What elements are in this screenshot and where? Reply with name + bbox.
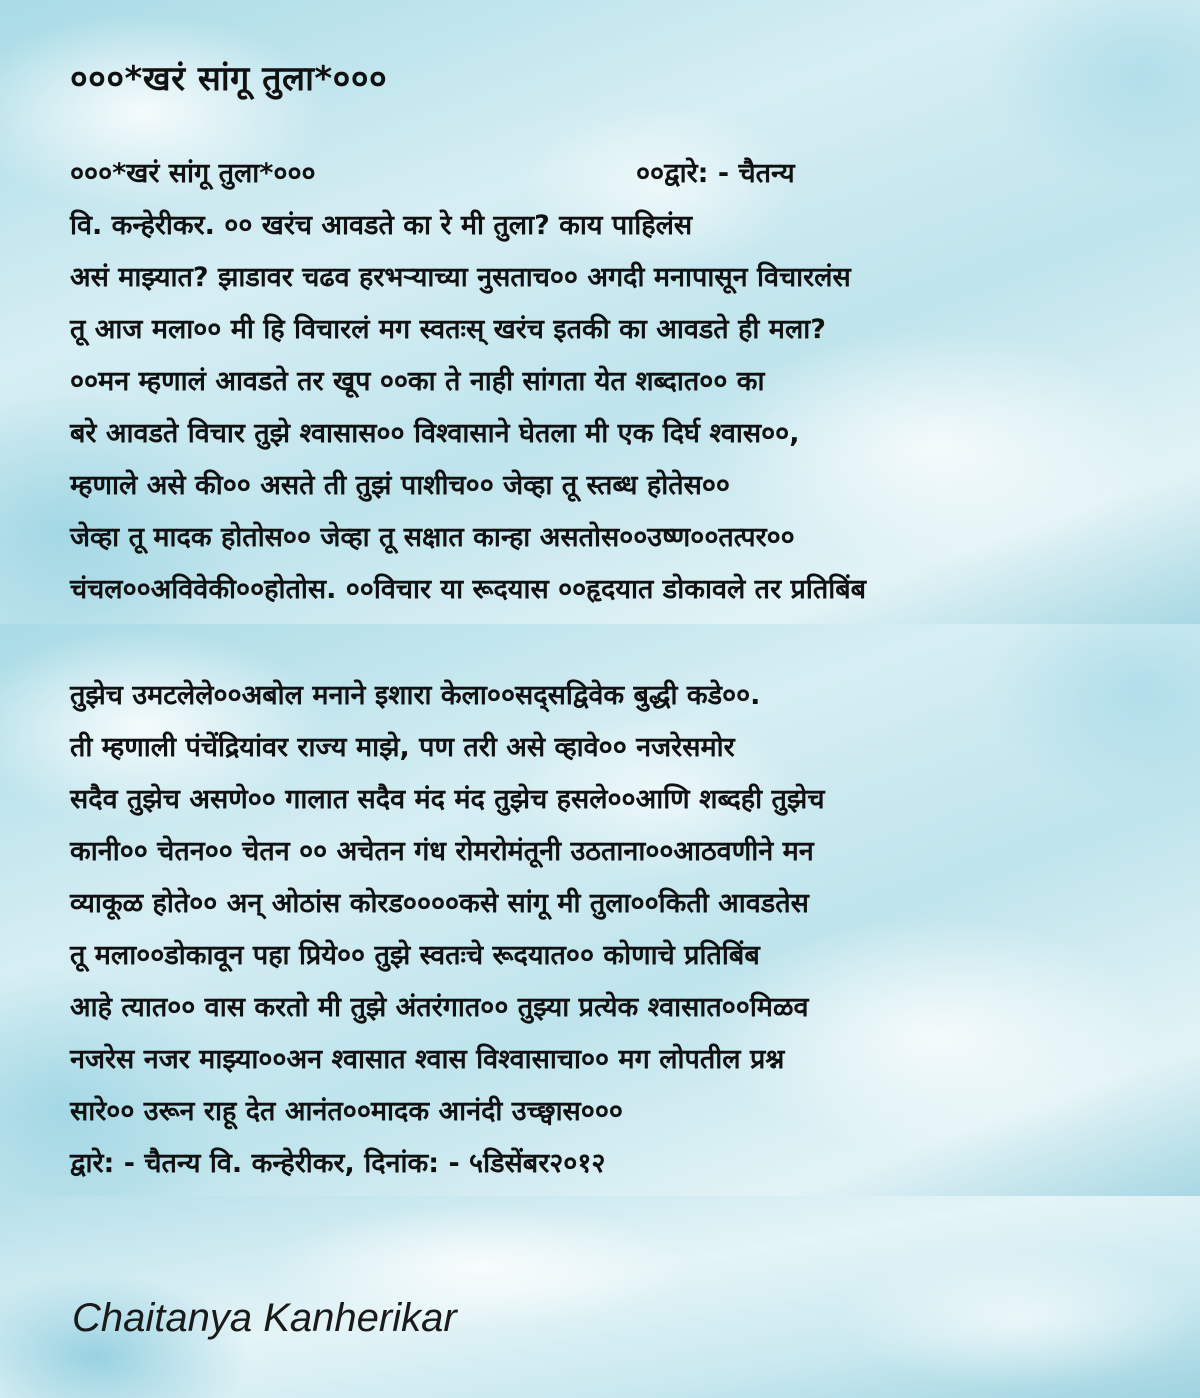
poem-line: ती म्हणाली पंचेंद्रियांवर राज्य माझे, पण तरी असे व्हावे०० नजरेसमोर xyxy=(70,732,735,763)
poem-line: बरे आवडते विचार तुझे श्वासास०० विश्वासाने घेतला मी एक दिर्घ श्वास००, xyxy=(70,418,800,449)
poem-line: चंचल००अविवेकी००होतोस. ००विचार या रूदयास ००हृदयात डोकावले तर प्रतिबिंब xyxy=(70,574,867,605)
poem-line: तू आज मला०० मी हि विचारलं मग स्वतःस् खरंच इतकी का आवडते ही मला? xyxy=(70,314,826,345)
poem-line: ००मन म्हणालं आवडते तर खूप ००का ते नाही सांगता येत शब्दात०० का xyxy=(70,366,765,397)
poem-line: असं माझ्यात? झाडावर चढव हरभऱ्याच्या नुसताच०० अगदी मनापासून विचारलंस xyxy=(70,262,851,293)
poem-line: म्हणाले असे की०० असते ती तुझं पाशीच०० जेव्हा तू स्तब्ध होतेस०० xyxy=(70,470,730,501)
poem-line: नजरेस नजर माझ्या००अन श्वासात श्वास विश्वासाचा०० मग लोपतील प्रश्न xyxy=(70,1044,785,1075)
poem-line: सदैव तुझेच असणे०० गालात सदैव मंद मंद तुझेच हसले००आणि शब्दही तुझेच xyxy=(70,784,825,815)
poem-header-left: ०००*खरं सांगू तुला*००० xyxy=(70,158,316,189)
poem-line: तू मला००डोकावून पहा प्रिये०० तुझे स्वतःचे रूदयात०० कोणाचे प्रतिबिंब xyxy=(70,940,760,971)
poem-line: व्याकूळ होते०० अन् ओठांस कोरड००००कसे सांगू मी तुला००किती आवडतेस xyxy=(70,888,809,919)
author-signature: Chaitanya Kanherikar xyxy=(72,1296,457,1340)
poem-line: कानी०० चेतन०० चेतन ०० अचेतन गंध रोमरोमंतूनी उठताना००आठवणीने मन xyxy=(70,836,814,867)
poem-line: सारे०० उरून राहू देत आनंत००मादक आनंदी उच्छ्वास००० xyxy=(70,1096,623,1127)
poem-panel-top xyxy=(0,0,1200,624)
poem-panel-middle xyxy=(0,624,1200,1196)
poem-line: आहे त्यात०० वास करतो मी तुझे अंतरंगात०० तुझ्या प्रत्येक श्वासात००मिळव xyxy=(70,992,809,1023)
signature-panel xyxy=(0,1196,1200,1398)
poem-line: जेव्हा तू मादक होतोस०० जेव्हा तू सक्षात कान्हा असतोस००उष्ण००तत्पर०० xyxy=(70,522,795,553)
poem-author-date-line: द्वारे: - चैतन्य वि. कन्हेरीकर, दिनांक: - ५डिसेंबर२०१२ xyxy=(70,1148,606,1179)
poem-line: वि. कन्हेरीकर. ०० खरंच आवडते का रे मी तुला? काय पाहिलंस xyxy=(70,210,693,241)
poem-header-author: ००द्वारे: - चैतन्य xyxy=(636,158,795,189)
poem-line: तुझेच उमटलेले००अबोल मनाने इशारा केला००सद्सद्विवेक बुद्धी कडे००. xyxy=(70,680,761,711)
poem-title: ०००*खरं सांगू तुला*००० xyxy=(70,59,388,99)
